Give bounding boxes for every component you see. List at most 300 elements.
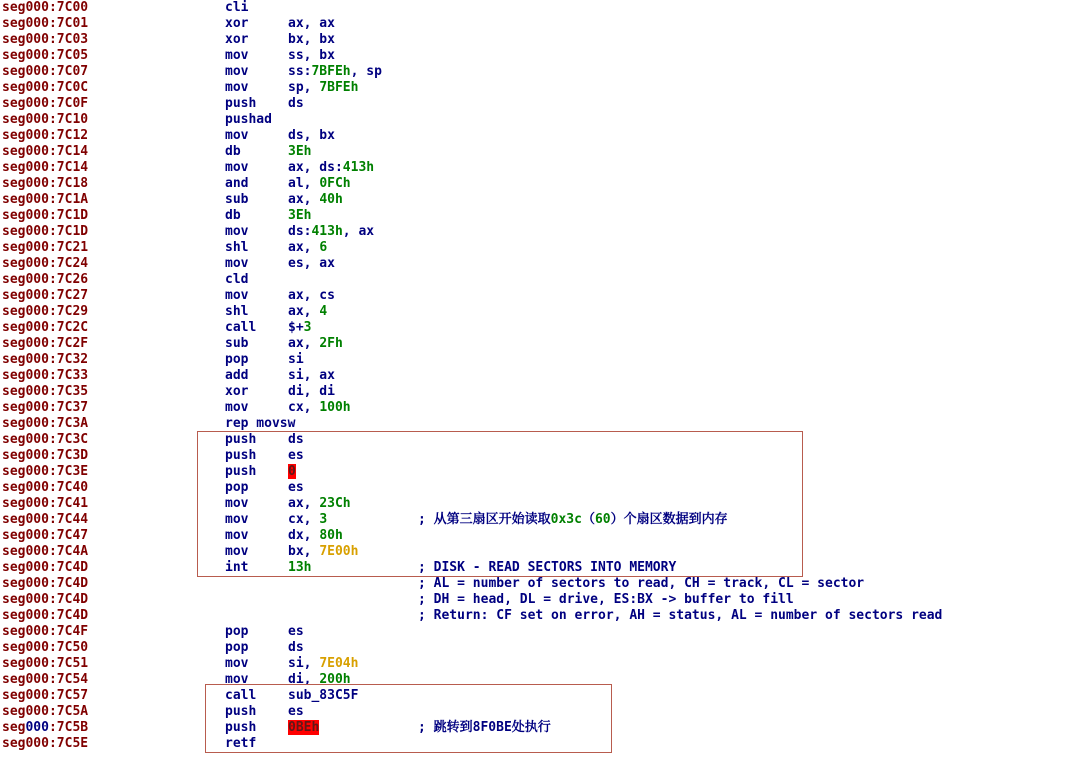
token-addr: seg000:7C5A: [2, 704, 89, 719]
token-addr: seg000:7C54: [2, 672, 89, 687]
token-addr: seg000:7C0C: [2, 80, 89, 95]
mnemonic: xor: [225, 32, 249, 47]
mnemonic: call: [225, 320, 257, 335]
token-code: bx,: [288, 544, 320, 559]
instruction: [225, 352, 304, 368]
instruction: [225, 240, 327, 256]
token-cmtnum: 0x3c: [550, 512, 582, 527]
instruction: [225, 0, 288, 16]
asm-line[interactable]: [0, 64, 1077, 80]
instruction: [225, 320, 311, 336]
address-label: [2, 336, 88, 352]
token-code: es: [288, 448, 304, 463]
token-addr: seg000:7C51: [2, 656, 89, 671]
address-label: [2, 48, 88, 64]
mnemonic: push: [225, 464, 257, 479]
address-label: [2, 656, 88, 672]
token-addr: seg000:7C18: [2, 176, 89, 191]
mnemonic: push: [225, 720, 257, 735]
asm-line[interactable]: [0, 96, 1077, 112]
token-addr: seg000:7C40: [2, 480, 89, 495]
address-label: [2, 368, 88, 384]
address-label: [2, 144, 88, 160]
token-num: 2Fh: [319, 336, 343, 351]
token-cmt: ; DH = head, DL = drive, ES:BX -> buffer to fill: [418, 592, 794, 607]
token-addr: seg000:7C12: [2, 128, 89, 143]
address-label: [2, 608, 88, 624]
asm-line[interactable]: [0, 656, 1077, 672]
token-num: 4: [319, 304, 328, 319]
address-label: [2, 592, 88, 608]
instruction: [225, 48, 335, 64]
token-addr: seg000:7C4D: [2, 560, 89, 575]
token-num: 200h: [319, 672, 351, 687]
token-addr: seg000:7C4F: [2, 624, 89, 639]
token-addr: seg000:7C3E: [2, 464, 89, 479]
asm-line[interactable]: [0, 720, 1077, 736]
instruction: [225, 688, 358, 704]
mnemonic: shl: [225, 240, 249, 255]
address-label: [2, 96, 88, 112]
token-code: cx,: [288, 400, 320, 415]
asm-line[interactable]: [0, 608, 1077, 624]
token-addr: seg000:7C5E: [2, 736, 89, 751]
token-code: ss, bx: [288, 48, 335, 63]
instruction: [225, 128, 335, 144]
token-num: 13h: [288, 560, 312, 575]
token-addr: seg: [2, 720, 26, 735]
token-num: 3Eh: [288, 144, 312, 159]
address-label: [2, 464, 88, 480]
asm-line[interactable]: [0, 128, 1077, 144]
asm-line[interactable]: [0, 176, 1077, 192]
token-code: di,: [288, 672, 320, 687]
address-label: [2, 64, 88, 80]
token-off: 7E04h: [319, 656, 359, 671]
mnemonic: pop: [225, 352, 249, 367]
address-label: [2, 400, 88, 416]
address-label: [2, 320, 88, 336]
mnemonic: xor: [225, 16, 249, 31]
instruction: [225, 192, 343, 208]
token-addr: seg000:7C47: [2, 528, 89, 543]
address-label: [2, 512, 88, 528]
mnemonic: mov: [225, 288, 249, 303]
instruction: [225, 560, 311, 576]
token-code: , ax: [342, 224, 375, 239]
asm-line[interactable]: [0, 368, 1077, 384]
address-label: [2, 560, 88, 576]
address-label: [2, 32, 88, 48]
token-addr: seg000:7C03: [2, 32, 89, 47]
mnemonic: pop: [225, 624, 249, 639]
asm-line[interactable]: [0, 592, 1077, 608]
asm-line[interactable]: [0, 496, 1077, 512]
mnemonic: pop: [225, 480, 249, 495]
mnemonic: push: [225, 704, 257, 719]
address-label: [2, 160, 88, 176]
token-addr: seg000:7C01: [2, 16, 89, 31]
token-code: ss:: [288, 64, 312, 79]
token-code: ds:: [288, 224, 312, 239]
token-addr: seg000:7C37: [2, 400, 89, 415]
token-num: 7BFEh: [319, 80, 359, 95]
instruction: [225, 704, 304, 720]
token-num: 3: [303, 320, 312, 335]
asm-line[interactable]: [0, 112, 1077, 128]
mnemonic: mov: [225, 64, 249, 79]
token-code: ds: [288, 96, 304, 111]
mnemonic: mov: [225, 528, 249, 543]
address-label: [2, 80, 88, 96]
asm-line[interactable]: [0, 336, 1077, 352]
token-code: ds, bx: [288, 128, 335, 143]
instruction: [225, 656, 358, 672]
mnemonic: mov: [225, 80, 249, 95]
token-code: si: [288, 352, 304, 367]
address-label: [2, 640, 88, 656]
token-addr: seg000:7C00: [2, 0, 89, 15]
comment: [418, 720, 551, 736]
instruction: [225, 16, 335, 32]
mnemonic: db: [225, 144, 241, 159]
instruction: [225, 336, 343, 352]
asm-line[interactable]: [0, 224, 1077, 240]
token-cmt: ; 从第三扇区开始读取: [418, 512, 551, 527]
mnemonic: and: [225, 176, 249, 191]
instruction: [225, 368, 335, 384]
address-label: [2, 0, 88, 16]
asm-line[interactable]: [0, 384, 1077, 400]
instruction: [225, 208, 311, 224]
token-code: es: [288, 624, 304, 639]
address-label: [2, 496, 88, 512]
token-cmt: ）个扇区数据到内存: [610, 512, 728, 527]
instruction: [225, 32, 335, 48]
asm-line[interactable]: [0, 640, 1077, 656]
instruction: [225, 672, 351, 688]
token-code: es, ax: [288, 256, 335, 271]
token-addr: seg000:7C4D: [2, 592, 89, 607]
asm-line[interactable]: [0, 16, 1077, 32]
comment: [418, 560, 676, 576]
asm-line[interactable]: [0, 464, 1077, 480]
token-code: ax, ds:: [288, 160, 343, 175]
address-label: [2, 112, 88, 128]
asm-line[interactable]: [0, 288, 1077, 304]
address-label: [2, 240, 88, 256]
asm-line[interactable]: [0, 0, 1077, 16]
mnemonic: sub: [225, 192, 249, 207]
token-num: 3: [319, 512, 328, 527]
mnemonic: push: [225, 432, 257, 447]
address-label: [2, 528, 88, 544]
token-addr: seg000:7C1A: [2, 192, 89, 207]
token-addr: seg000:7C44: [2, 512, 89, 527]
token-code: si,: [288, 656, 320, 671]
mnemonic: push: [225, 448, 257, 463]
asm-line[interactable]: [0, 688, 1077, 704]
token-hl: 0: [288, 464, 296, 479]
address-label: [2, 224, 88, 240]
asm-line[interactable]: [0, 416, 1077, 432]
mnemonic: pop: [225, 640, 249, 655]
asm-line[interactable]: [0, 432, 1077, 448]
token-hl: 0BEh: [288, 720, 320, 735]
token-addr: seg000:7C2C: [2, 320, 89, 335]
asm-line[interactable]: [0, 144, 1077, 160]
instruction: [225, 224, 374, 240]
token-num: 3Eh: [288, 208, 312, 223]
comment: [418, 512, 728, 528]
asm-line[interactable]: [0, 672, 1077, 688]
token-num: 40h: [319, 192, 343, 207]
mnemonic: int: [225, 560, 249, 575]
address-label: [2, 544, 88, 560]
asm-line[interactable]: [0, 80, 1077, 96]
address-label: [2, 736, 88, 752]
token-cmt: ; AL = number of sectors to read, CH = track, CL = sector: [418, 576, 865, 591]
instruction: [225, 640, 304, 656]
token-num: 0FCh: [319, 176, 351, 191]
mnemonic: mov: [225, 496, 249, 511]
asm-line[interactable]: [0, 576, 1077, 592]
token-num: 413h: [311, 224, 343, 239]
comment: [418, 608, 942, 624]
instruction: [225, 160, 374, 176]
token-addr: seg000:7C2F: [2, 336, 89, 351]
address-label: [2, 352, 88, 368]
asm-line[interactable]: [0, 352, 1077, 368]
instruction: [225, 416, 295, 432]
token-code: sp,: [288, 80, 320, 95]
asm-line[interactable]: [0, 624, 1077, 640]
token-addr: seg000:7C14: [2, 160, 89, 175]
instruction: [225, 272, 288, 288]
instruction: [225, 288, 335, 304]
token-addr: seg000:7C1D: [2, 208, 89, 223]
instruction: [225, 480, 304, 496]
comment: [418, 576, 864, 592]
token-code: ds: [288, 432, 304, 447]
address-label: [2, 672, 88, 688]
mnemonic: mov: [225, 128, 249, 143]
address-label: [2, 688, 88, 704]
asm-line[interactable]: [0, 304, 1077, 320]
mnemonic: shl: [225, 304, 249, 319]
address-label: [2, 384, 88, 400]
asm-line[interactable]: [0, 208, 1077, 224]
asm-line[interactable]: [0, 240, 1077, 256]
token-code: , sp: [350, 64, 382, 79]
asm-line[interactable]: [0, 256, 1077, 272]
token-code: cx,: [288, 512, 320, 527]
token-addr: seg000:7C14: [2, 144, 89, 159]
mnemonic: db: [225, 208, 241, 223]
token-addr: seg000:7C35: [2, 384, 89, 399]
instruction: [225, 256, 335, 272]
token-num: 80h: [319, 528, 343, 543]
token-addr: seg000:7C26: [2, 272, 89, 287]
token-cmt: （: [581, 512, 595, 527]
token-addr: seg000:7C3C: [2, 432, 89, 447]
asm-line[interactable]: [0, 192, 1077, 208]
mnemonic: mov: [225, 672, 249, 687]
token-cmt: 处执行: [511, 720, 551, 735]
token-addr: seg000:7C05: [2, 48, 89, 63]
token-code: ax,: [288, 192, 320, 207]
token-addr: seg000:7C41: [2, 496, 89, 511]
mnemonic: push: [225, 96, 257, 111]
asm-line[interactable]: [0, 160, 1077, 176]
asm-line[interactable]: [0, 320, 1077, 336]
token-code: $+: [288, 320, 304, 335]
token-addr: :7C5B: [48, 720, 89, 735]
asm-line[interactable]: [0, 480, 1077, 496]
mnemonic: retf: [225, 736, 257, 751]
token-cmtnum: 60: [594, 512, 611, 527]
token-addr: seg000:7C57: [2, 688, 89, 703]
instruction: [225, 528, 343, 544]
token-num: 413h: [342, 160, 375, 175]
instruction: [225, 304, 327, 320]
token-addr: seg000:7C4A: [2, 544, 89, 559]
address-label: [2, 208, 88, 224]
address-label: [2, 16, 88, 32]
instruction: [225, 400, 351, 416]
instruction: [225, 464, 296, 480]
token-addr: seg000:7C21: [2, 240, 89, 255]
token-cmt: ; 跳转到: [418, 720, 473, 735]
token-code: si, ax: [288, 368, 335, 383]
token-addr: seg000:7C3D: [2, 448, 89, 463]
mnemonic: mov: [225, 512, 249, 527]
token-code: bx, bx: [288, 32, 335, 47]
token-addr: seg000:7C24: [2, 256, 89, 271]
token-code: ax, cs: [288, 288, 335, 303]
address-label: [2, 128, 88, 144]
address-label: [2, 288, 88, 304]
token-addr: seg000:7C50: [2, 640, 89, 655]
token-code: es: [288, 704, 304, 719]
token-code: es: [288, 480, 304, 495]
address-label: [2, 192, 88, 208]
token-code: ax, ax: [288, 16, 335, 31]
mnemonic: pushad: [225, 112, 272, 127]
mnemonic: sub: [225, 336, 249, 351]
instruction: [225, 736, 288, 752]
token-addr: seg000:7C33: [2, 368, 89, 383]
mnemonic: cld: [225, 272, 249, 287]
asm-line[interactable]: [0, 736, 1077, 752]
instruction: [225, 80, 358, 96]
mnemonic: add: [225, 368, 249, 383]
address-label: [2, 272, 88, 288]
token-num: 7BFEh: [311, 64, 351, 79]
asm-line[interactable]: [0, 400, 1077, 416]
token-addr: seg000:7C29: [2, 304, 89, 319]
token-addr: seg000:7C1D: [2, 224, 89, 239]
instruction: [225, 432, 304, 448]
address-label: [2, 624, 88, 640]
token-addr: seg000:7C3A: [2, 416, 89, 431]
token-num: 6: [319, 240, 328, 255]
mnemonic: mov: [225, 48, 249, 63]
instruction: [225, 496, 351, 512]
asm-line[interactable]: [0, 512, 1077, 528]
address-label: [2, 416, 88, 432]
token-cmt: ; Return: CF set on error, AH = status, AL = number of sectors read: [418, 608, 943, 623]
asm-line[interactable]: [0, 528, 1077, 544]
instruction: [225, 384, 335, 400]
token-num: 100h: [319, 400, 351, 415]
mnemonic: mov: [225, 224, 249, 239]
address-label: [2, 432, 88, 448]
instruction: [225, 112, 288, 128]
token-addr: seg000:7C4D: [2, 608, 89, 623]
asm-line[interactable]: [0, 560, 1077, 576]
address-label: [2, 720, 88, 736]
mnemonic: mov: [225, 256, 249, 271]
asm-line[interactable]: [0, 544, 1077, 560]
instruction: [225, 624, 304, 640]
token-off: 7E00h: [319, 544, 359, 559]
mnemonic: mov: [225, 544, 249, 559]
token-cmt: ; DISK - READ SECTORS INTO MEMORY: [418, 560, 677, 575]
instruction: [225, 176, 351, 192]
address-label: [2, 304, 88, 320]
token-code: di, di: [288, 384, 335, 399]
token-num: 23Ch: [319, 496, 351, 511]
address-label: [2, 704, 88, 720]
token-code: ds: [288, 640, 304, 655]
asm-line[interactable]: [0, 704, 1077, 720]
token-cmtm: 8F0BE: [472, 720, 512, 735]
mnemonic: cli: [225, 0, 249, 15]
token-addr: seg000:7C0F: [2, 96, 89, 111]
mnemonic: mov: [225, 160, 249, 175]
address-label: [2, 448, 88, 464]
asm-line[interactable]: [0, 48, 1077, 64]
token-code: ax,: [288, 496, 320, 511]
token-addr: seg000:7C4D: [2, 576, 89, 591]
instruction: [225, 512, 327, 528]
instruction: [225, 544, 358, 560]
comment: [418, 592, 794, 608]
address-label: [2, 176, 88, 192]
token-code: ax,: [288, 240, 320, 255]
mnemonic: mov: [225, 400, 249, 415]
asm-line[interactable]: [0, 32, 1077, 48]
asm-line[interactable]: [0, 272, 1077, 288]
asm-line[interactable]: [0, 448, 1077, 464]
token-code: 000: [25, 720, 49, 735]
token-addr: seg000:7C10: [2, 112, 89, 127]
address-label: [2, 256, 88, 272]
mnemonic: rep movsw: [225, 416, 296, 431]
instruction: [225, 448, 304, 464]
token-addr: seg000:7C27: [2, 288, 89, 303]
instruction: [225, 96, 304, 112]
instruction: [225, 720, 319, 736]
token-code: ax,: [288, 336, 320, 351]
token-code: al,: [288, 176, 320, 191]
token-addr: seg000:7C32: [2, 352, 89, 367]
token-code: ax,: [288, 304, 320, 319]
token-addr: seg000:7C07: [2, 64, 89, 79]
mnemonic: xor: [225, 384, 249, 399]
token-code: dx,: [288, 528, 320, 543]
